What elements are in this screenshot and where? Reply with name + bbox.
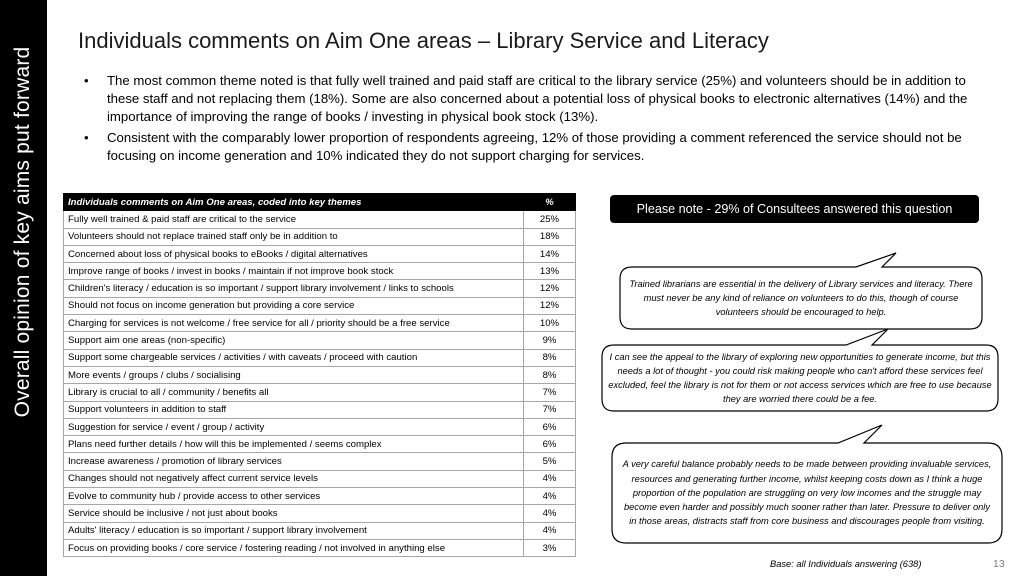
row-pct: 7% [524,401,576,418]
table-row [64,539,576,556]
row-pct: 3% [524,539,576,556]
row-pct: 4% [524,488,576,505]
row-theme: Support volunteers in addition to staff [64,401,524,418]
row-theme: Evolve to community hub / provide access to other services [64,488,524,505]
row-theme: Adults' literacy / education is so important / support library involvement [64,522,524,539]
table-row [64,228,576,245]
slide-title: Individuals comments on Aim One areas – Library Service and Literacy [78,28,769,53]
row-theme: Should not focus on income generation but providing a core service [64,297,524,314]
row-pct: 25% [524,211,576,228]
row-theme: Focus on providing books / core service / fostering reading / not involved in anything else [64,539,524,556]
row-pct: 4% [524,470,576,487]
table-row [64,211,576,228]
themes-table [63,193,576,557]
table-row [64,366,576,383]
table-row [64,453,576,470]
row-theme: Volunteers should not replace trained staff only be in addition to [64,228,524,245]
row-pct: 18% [524,228,576,245]
row-pct: 7% [524,384,576,401]
table-row [64,332,576,349]
base-note: Base: all Individuals answering (638) [770,559,922,569]
row-theme: Library is crucial to all / community / benefits all [64,384,524,401]
table-header-row [64,194,576,211]
row-theme: Charging for services is not welcome / free service for all / priority should be a free service [64,315,524,332]
row-theme: Concerned about loss of physical books to eBooks / digital alternatives [64,245,524,262]
quote-text: I can see the appeal to the library of exploring new opportunities to generate income, but this needs a lot of thought - you could risk making people who can't afford these services feel excluded, feel the library is not for them or not access services which are free to use because they are worried there could be a fee. [608,351,992,405]
table-row [64,245,576,262]
row-theme: Suggestion for service / event / group / activity [64,418,524,435]
row-pct: 8% [524,366,576,383]
page-number: 13 [993,558,1005,570]
row-pct: 4% [524,505,576,522]
row-theme: Changes should not negatively affect current service levels [64,470,524,487]
table-row [64,384,576,401]
row-theme: Improve range of books / invest in books / maintain if not improve book stock [64,263,524,280]
bullet-item [84,129,984,165]
table-row [64,522,576,539]
row-theme: Service should be inclusive / not just about books [64,505,524,522]
row-theme: Support some chargeable services / activities / with caveats / proceed with caution [64,349,524,366]
table-row [64,315,576,332]
header-theme: Individuals comments on Aim One areas, coded into key themes [64,194,524,211]
response-note: Please note - 29% of Consultees answered this question [610,195,979,223]
table-row [64,418,576,435]
row-theme: Children's literacy / education is so important / support library involvement / links to schools [64,280,524,297]
bullet-marker: • [84,130,89,145]
quote-callout [602,329,998,411]
row-pct: 14% [524,245,576,262]
table-row [64,488,576,505]
bullet-text: Consistent with the comparably lower proportion of respondents agreeing, 12% of those providing a comment referenced the service should not be focusing on income generation and 10% indicated they do not support charging for services. [107,130,962,163]
row-theme: Fully well trained & paid staff are critical to the service [64,211,524,228]
row-pct: 12% [524,297,576,314]
table-row [64,263,576,280]
row-pct: 4% [524,522,576,539]
row-pct: 6% [524,436,576,453]
row-pct: 9% [524,332,576,349]
row-pct: 12% [524,280,576,297]
row-theme: More events / groups / clubs / socialising [64,366,524,383]
row-pct: 6% [524,418,576,435]
row-pct: 5% [524,453,576,470]
table-row [64,280,576,297]
row-pct: 8% [524,349,576,366]
quote-text: A very careful balance probably needs to be made between providing invaluable services, resources and generating further income, whilst keeping costs down as I think a huge proportion of the population are struggling on very low incomes and the struggle may become even harder and possibly much sooner rather than later. Pressure to deliver only in those areas, distracts staff from core business and discourages people from visiting. [622,459,992,527]
table-row [64,349,576,366]
row-pct: 10% [524,315,576,332]
table-row [64,401,576,418]
table-row [64,470,576,487]
table-row [64,436,576,453]
header-pct: % [524,194,576,211]
bullet-text: The most common theme noted is that fully well trained and paid staff are critical to the library service (25%) and volunteers should be in addition to these staff and not replacing them (18%). Some are also concerned about a potential loss of physical books to electronic alternatives (14%) and the importance of improving the range of books / investing in physical book stock (13%). [107,73,968,124]
row-pct: 13% [524,263,576,280]
row-theme: Support aim one areas (non-specific) [64,332,524,349]
bullet-list [84,72,984,168]
quote-callout [620,253,982,329]
sidebar-label: Overall opinion of key aims put forward [11,46,34,418]
row-theme: Plans need further details / how will this be implemented / seems complex [64,436,524,453]
bullet-item [84,72,984,126]
row-theme: Increase awareness / promotion of library services [64,453,524,470]
table-row [64,505,576,522]
bullet-marker: • [84,73,89,88]
table-row [64,297,576,314]
quote-callout [612,425,1002,543]
sidebar [0,0,47,576]
quote-text: Trained librarians are essential in the delivery of Library services and literacy. There must never be any kind of reliance on volunteers to do this, though of course volunteers should be encouraged to help. [629,278,973,318]
